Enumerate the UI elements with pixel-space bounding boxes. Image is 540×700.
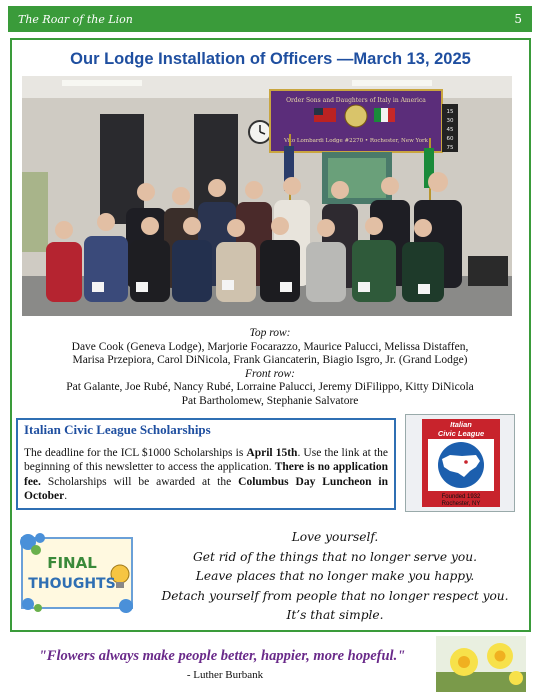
- banner-text-1: Order Sons and Daughters of Italy in America: [286, 97, 426, 104]
- scholarship-text-part: . Use the link at the beginning of this newsletter to access the application.: [24, 446, 388, 473]
- final-word: FINAL: [47, 554, 97, 572]
- thoughts-word: THOUGHTS: [28, 576, 116, 592]
- top-row-label: Top row:: [249, 327, 291, 339]
- poem-line: Get rid of the things that no longer serve you.: [193, 549, 477, 564]
- award-event: Columbus Day Luncheon in October: [24, 475, 388, 502]
- hymn-number: 45: [446, 127, 454, 133]
- italian-civic-league-logo: [405, 414, 515, 512]
- flowers-quote: "Flowers always make people better, happier, more hopeful.": [38, 648, 406, 664]
- scholarship-text-part: The deadline for the ICL $1000 Scholarships is: [24, 446, 247, 459]
- daffodils-image: [436, 636, 526, 692]
- banner-text-2: Vito Lombardi Lodge #2270 • Rochester, New York: [284, 138, 428, 144]
- daffodil-flower-icon: [487, 643, 513, 669]
- daffodil-flower-icon: [450, 648, 478, 676]
- logo-city: Rochester, NY: [441, 501, 481, 507]
- scholarship-text-part: .: [64, 490, 68, 502]
- hymn-number: 75: [446, 145, 454, 151]
- scholarship-box: [16, 418, 396, 510]
- front-row-names: Pat Bartholomew, Stephanie Salvatore: [181, 394, 359, 407]
- logo-text-1: Italian: [450, 420, 472, 429]
- hymn-number: 60: [446, 136, 454, 142]
- newsletter-title: The Roar of the Lion: [18, 12, 133, 26]
- final-thoughts-poem: [142, 528, 528, 626]
- top-row-names: Dave Cook (Geneva Lodge), Marjorie Focarazzo, Maurice Palucci, Melissa Distaffen,: [71, 340, 469, 353]
- scholarship-text: [24, 446, 388, 504]
- scholarship-text-part: Scholarships will be awarded at the: [40, 475, 239, 488]
- poem-line: Detach yourself from people that no longer respect you.: [161, 588, 509, 603]
- deadline-date: April 15th: [246, 446, 298, 459]
- newsletter-header: [8, 6, 532, 32]
- quote-author: - Luther Burbank: [186, 669, 264, 681]
- group-photo: [22, 76, 512, 316]
- photo-caption: [20, 327, 520, 408]
- top-row-names: Marisa Przepiora, Carol DiNicola, Frank Giancaterin, Biagio Isgro, Jr. (Grand Lodge): [72, 354, 468, 366]
- page-number: 5: [514, 12, 522, 26]
- poem-line: Love yourself.: [291, 530, 379, 544]
- article-headline: Our Lodge Installation of Officers —March 13, 2025: [70, 50, 471, 68]
- hymn-number: 30: [446, 118, 454, 124]
- logo-text-2: Civic League: [437, 429, 485, 438]
- front-row-names: Pat Galante, Joe Rubé, Nancy Rubé, Lorraine Palucci, Jeremy DiFilippo, Kitty DiNicola: [66, 381, 474, 393]
- front-row-label: Front row:: [245, 367, 295, 380]
- poem-line: Leave places that no longer make you happy.: [195, 569, 475, 583]
- logo-founded: Founded 1932: [441, 494, 481, 500]
- no-fee-note: There is no application fee.: [24, 461, 388, 488]
- hymn-number: 15: [446, 109, 454, 115]
- poem-line: It’s that simple.: [286, 608, 384, 622]
- scholarship-title: Italian Civic League Scholarships: [24, 422, 211, 437]
- final-thoughts-graphic: [16, 530, 138, 616]
